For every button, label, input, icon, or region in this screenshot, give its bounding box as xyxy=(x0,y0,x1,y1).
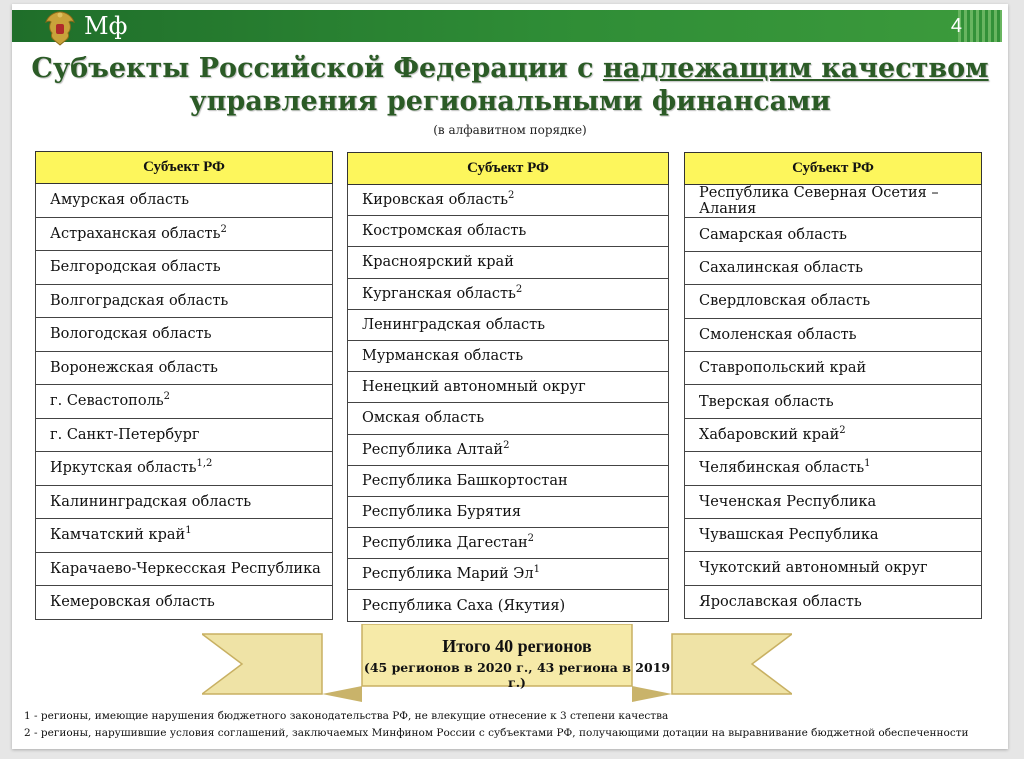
region-cell xyxy=(348,278,669,309)
table-header: Субъект РФ xyxy=(36,152,333,184)
region-name: Астраханская область xyxy=(50,225,221,242)
region-name: Омская область xyxy=(362,410,485,427)
region-name: Смоленская область xyxy=(699,326,857,343)
region-name: Ленинградская область xyxy=(362,316,546,333)
regions-table-1 xyxy=(35,151,333,620)
footnote-marker: 1,2 xyxy=(196,458,213,470)
table-row xyxy=(348,590,669,621)
region-name: Республика Северная Осетия – Алания xyxy=(699,185,939,218)
region-cell xyxy=(348,247,669,278)
region-cell xyxy=(685,285,982,318)
regions-table-2 xyxy=(347,152,669,622)
region-name: Республика Башкортостан xyxy=(362,472,568,489)
table-row xyxy=(348,309,669,340)
footnote-marker: 1 xyxy=(533,564,540,576)
table-row xyxy=(685,418,982,451)
region-name: Кемеровская область xyxy=(50,594,215,611)
table-row xyxy=(348,340,669,371)
page-subtitle: (в алфавитном порядке) xyxy=(433,123,587,137)
footnote-marker: 2 xyxy=(220,223,227,235)
region-cell xyxy=(36,385,333,419)
coat-of-arms-icon xyxy=(42,8,78,48)
region-name: Тверская область xyxy=(699,393,834,410)
ministry-logo-text: Мф xyxy=(84,12,128,40)
table-row xyxy=(685,385,982,418)
table-row xyxy=(36,351,333,385)
region-cell xyxy=(36,552,333,586)
footnotes xyxy=(24,708,1004,742)
region-name: Ставропольский край xyxy=(699,360,867,377)
region-cell xyxy=(348,590,669,621)
footnote-marker: 2 xyxy=(503,439,510,451)
footnote-marker: 2 xyxy=(508,190,515,202)
table-row xyxy=(36,385,333,419)
region-name: Курганская область xyxy=(362,285,516,302)
region-cell xyxy=(348,403,669,434)
region-name: Иркутская область xyxy=(50,460,197,477)
region-cell xyxy=(36,284,333,318)
table-row xyxy=(348,434,669,465)
footnote-marker: 1 xyxy=(864,458,871,470)
region-name: Ненецкий автономный округ xyxy=(362,379,586,396)
region-cell xyxy=(348,559,669,590)
table-row xyxy=(685,218,982,251)
summary-detail: (45 регионов в 2020 г., 43 региона в 2019 г.) xyxy=(363,660,671,690)
table-row xyxy=(348,278,669,309)
region-cell xyxy=(685,485,982,518)
region-cell xyxy=(685,552,982,585)
footnote-1: 1 - регионы, имеющие нарушения бюджетного законодательства РФ, не влекущие отнесение к 3 степени качества xyxy=(24,710,669,722)
region-cell xyxy=(36,251,333,285)
region-name: Челябинская область xyxy=(699,460,865,477)
table-row xyxy=(36,217,333,251)
region-cell xyxy=(36,351,333,385)
table-row xyxy=(685,585,982,618)
table-row xyxy=(36,284,333,318)
region-name: Свердловская область xyxy=(699,293,871,310)
region-name: Вологодская область xyxy=(50,326,212,343)
region-cell xyxy=(685,518,982,551)
region-name: Камчатский край xyxy=(50,527,186,544)
region-name: Республика Марий Эл xyxy=(362,566,534,583)
region-name: Мурманская область xyxy=(362,348,524,365)
footnote-marker: 1 xyxy=(185,525,192,537)
table-row xyxy=(348,403,669,434)
summary-total: Итого 40 регионов xyxy=(442,636,592,656)
region-name: Чукотский автономный округ xyxy=(699,560,928,577)
region-name: Калининградская область xyxy=(50,493,252,510)
region-cell xyxy=(348,309,669,340)
table-row xyxy=(685,251,982,284)
region-name: Волгоградская область xyxy=(50,292,229,309)
title-line2: управления региональными финансами xyxy=(189,86,831,117)
table-row xyxy=(36,452,333,486)
header-stripes xyxy=(958,10,1002,42)
table-header: Субъект РФ xyxy=(685,153,982,185)
table-row xyxy=(36,552,333,586)
region-cell xyxy=(685,218,982,251)
region-cell xyxy=(685,251,982,284)
table-header: Субъект РФ xyxy=(348,153,669,185)
table-row xyxy=(348,559,669,590)
region-cell xyxy=(348,434,669,465)
region-cell xyxy=(36,452,333,486)
region-name: Кировская область xyxy=(362,192,508,209)
table-row xyxy=(685,185,982,218)
table-row xyxy=(36,418,333,452)
region-name: Карачаево-Черкесская Республика xyxy=(50,560,321,577)
region-cell xyxy=(685,585,982,618)
region-cell xyxy=(685,452,982,485)
region-cell xyxy=(348,528,669,559)
region-cell xyxy=(348,465,669,496)
region-name: Республика Алтай xyxy=(362,441,504,458)
region-name: Республика Саха (Якутия) xyxy=(362,597,566,614)
footnote-marker: 2 xyxy=(163,391,171,403)
region-name: Республика Бурятия xyxy=(362,503,522,520)
table-row xyxy=(348,372,669,403)
region-name: Амурская область xyxy=(50,192,190,209)
footnote-marker: 2 xyxy=(839,425,846,437)
header-bar xyxy=(12,10,1002,42)
table-row xyxy=(36,184,333,218)
region-name: Воронежская область xyxy=(50,359,218,376)
region-cell xyxy=(36,318,333,352)
region-name: Самарская область xyxy=(699,226,847,243)
region-cell xyxy=(36,586,333,620)
region-name: Хабаровский край xyxy=(699,426,840,443)
region-cell xyxy=(685,185,982,218)
region-cell xyxy=(348,340,669,371)
footnote-marker: 2 xyxy=(515,283,523,295)
region-cell xyxy=(685,418,982,451)
region-name: г. Санкт-Петербург xyxy=(50,426,200,443)
table-row xyxy=(348,247,669,278)
region-name: Костромская область xyxy=(362,223,527,240)
table-row xyxy=(685,452,982,485)
table-row xyxy=(36,251,333,285)
region-cell xyxy=(36,519,333,553)
slide xyxy=(12,4,1008,749)
region-cell xyxy=(685,351,982,384)
table-row xyxy=(348,216,669,247)
region-name: Красноярский край xyxy=(362,254,514,271)
region-cell xyxy=(348,216,669,247)
table-row xyxy=(685,485,982,518)
table-row xyxy=(36,318,333,352)
table-row xyxy=(685,552,982,585)
table-row xyxy=(348,496,669,527)
region-cell xyxy=(36,184,333,218)
page-title xyxy=(12,52,1008,118)
region-cell xyxy=(685,318,982,351)
footnote-2: 2 - регионы, нарушившие условия соглашений, заключаемых Минфином России с субъектами РФ, получающими дотации на выравнивание бюджетной обеспеченности xyxy=(24,727,969,739)
regions-table-3 xyxy=(684,152,982,619)
region-cell xyxy=(36,485,333,519)
region-cell xyxy=(348,372,669,403)
table-row xyxy=(36,485,333,519)
region-name: Белгородская область xyxy=(50,259,221,276)
title-part1: Субъекты Российской Федерации с xyxy=(31,53,603,84)
region-cell xyxy=(348,496,669,527)
region-cell xyxy=(685,385,982,418)
region-name: Ярославская область xyxy=(699,593,862,610)
table-row xyxy=(36,586,333,620)
region-cell xyxy=(36,217,333,251)
table-row xyxy=(685,518,982,551)
region-name: Чувашская Республика xyxy=(699,527,879,544)
page-number: 4 xyxy=(950,15,962,37)
table-row xyxy=(685,285,982,318)
region-cell xyxy=(348,185,669,216)
table-row xyxy=(348,185,669,216)
region-name: Республика Дагестан xyxy=(362,535,528,552)
region-name: Сахалинская область xyxy=(699,259,864,276)
footnote-marker: 2 xyxy=(527,533,535,545)
title-underlined: надлежащим качеством xyxy=(602,53,989,84)
table-row xyxy=(348,528,669,559)
region-name: Чеченская Республика xyxy=(699,493,877,510)
region-cell xyxy=(36,418,333,452)
table-row xyxy=(685,351,982,384)
region-name: г. Севастополь xyxy=(50,393,164,410)
table-row xyxy=(348,465,669,496)
table-row xyxy=(685,318,982,351)
table-row xyxy=(36,519,333,553)
